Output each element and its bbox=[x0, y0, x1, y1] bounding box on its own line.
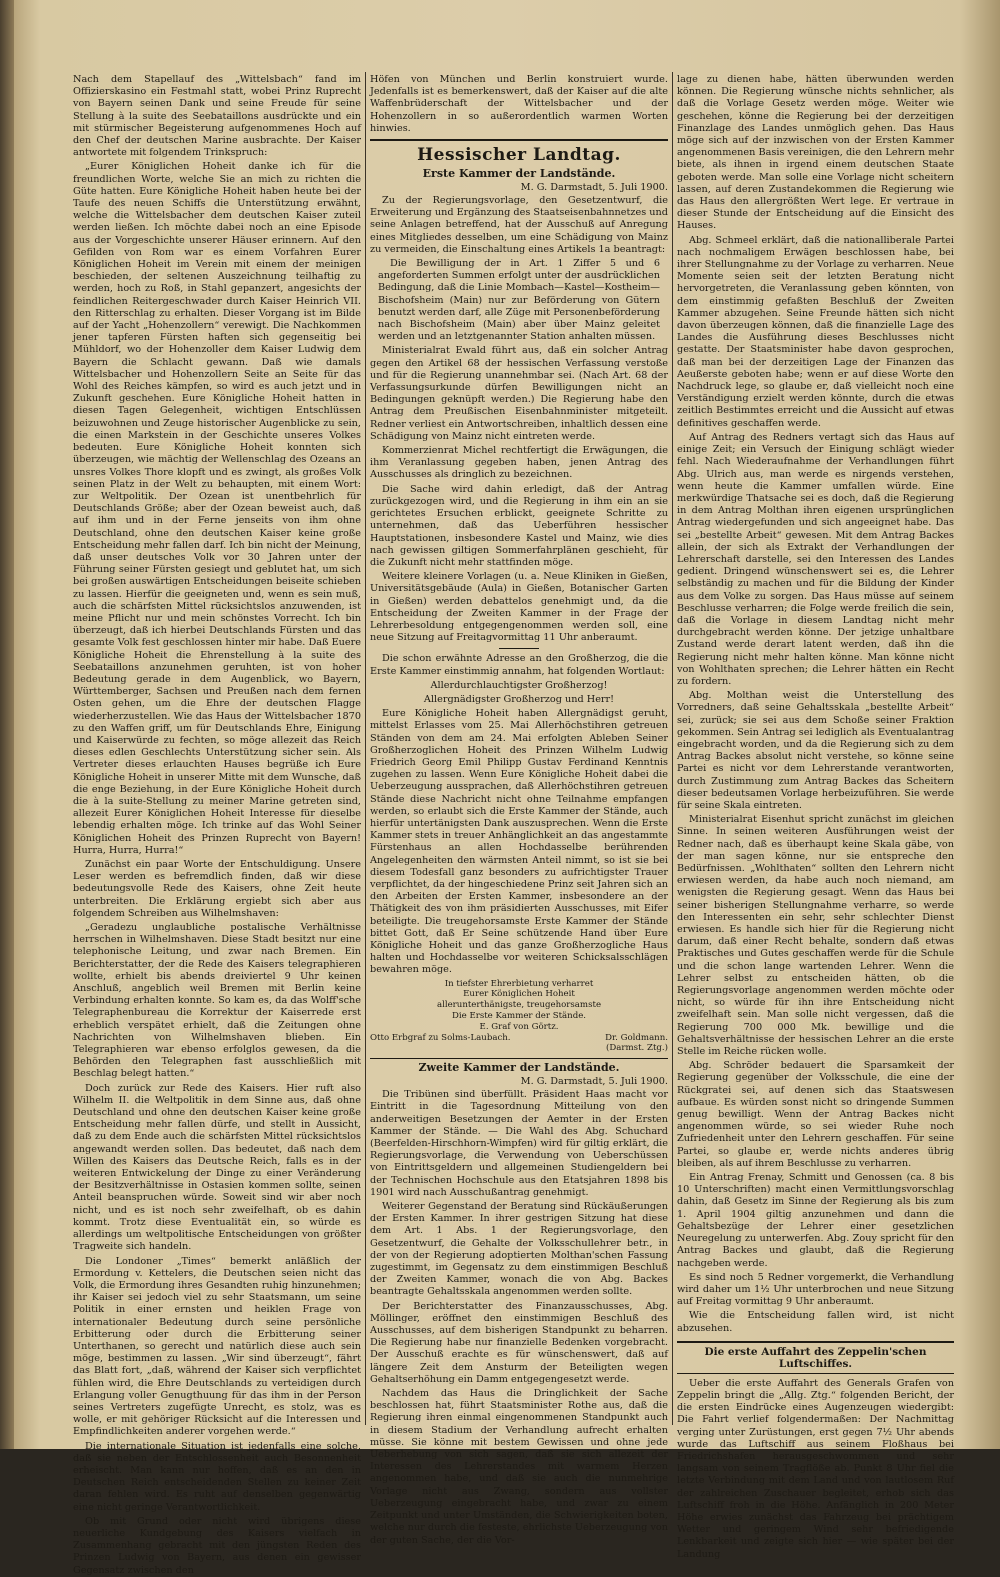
dateline: M. G. Darmstadt, 5. Juli 1900. bbox=[520, 182, 668, 194]
section-rule bbox=[370, 139, 668, 141]
paragraph: lage zu dienen habe, hätten überwunden werden können. Die Regierung wünsche nichts sehnlicher, als daß die Vorlage Gesetz werden möge. Weiter wie geschehen, könne die Regierung bei der derzeitigen Finanzlage des Landes unmöglich gehen. Das Haus möge sich auf der inzwischen von der Ersten Kammer angenommenen Basis vereinigen, die den Lehrern mehr biete, als ihnen in irgend einem deutschen Staate geboten werde. Man solle eine Vorlage nicht scheitern lassen, auf deren Zustandekommen die Regierung wie das Haus den allergrößten Wert lege. Er vertraue in dieser Stunde der Entscheidung auf die Einsicht des Hauses. bbox=[677, 74, 954, 232]
paragraph: Die internationale Situation ist jedenfalls eine solche, daß sie neben der Entschlossenheit auch Besonnenheit erheischt. Man kann nur hoffen, daß es an den in Deutschen Reich entscheidenden Stellen zu keiner Zeit daran fehlen wird. Es ruht auf denselben gegenwärtig eine nicht geringe Verantwortlichkeit. bbox=[73, 1440, 361, 1513]
column-3 bbox=[677, 74, 954, 1560]
paragraph: Ministerialrat Ewald führt aus, daß ein solcher Antrag gegen den Artikel 68 der hessischen Verfassung verstoße und für die Regierung unannehmbar sei. (Nach Art. 68 der Verfassungsurkunde dürfen Bewilligungen nicht an Bedingungen geknüpft werden.) Die Regierung habe den Antrag dem Preußischen Eisenbahnminister mitgeteilt. Redner verliest ein Antwortschreiben, inhaltlich dessen eine Schädigung von Mainz nicht eintreten werde. bbox=[370, 345, 668, 442]
paragraph: Ein Antrag Frenay, Schmitt und Genossen (ca. 8 bis 10 Unterschriften) macht einen Vermittlungsvorschlag dahin, daß Gesetz im Sinne der Regierung als bis zum 1. April 1904 giltig anzunehmen und dann die Gehaltsbezüge der Lehrer einer gesetzlichen Neuregelung zu unterwerfen. Abg. Zouy spricht für den Antrag Backes und glaubt, daß die Regierung nachgeben werde. bbox=[677, 1172, 954, 1269]
paragraph: Abg. Schmeel erklärt, daß die nationalliberale Partei nach nochmaligem Erwägen beschlossen habe, bei ihrer Stellungnahme zu der Vorlage zu verharren. Neue Momente seien seit der letzten Beratung nicht hervorgetreten, die Veranlassung geben könnten, von dem einstimmig gefaßten Beschluß der Zweiten Kammer abzugehen. Seine Freunde hätten sich nicht davon überzeugen können, daß die finanzielle Lage des Landes die Ausführung dieses Beschlusses nicht gestatte. Der Staatsminister habe davon gesprochen, daß man bei der derzeitigen Lage der Finanzen das Aeußerste geboten habe; wenn er auf diese Worte den Nachdruck lege, so glaube er, daß vielleicht noch eine Verständigung erzielt werden könnte, durch die etwas zeitlich Bestimmtes erreicht und die Aussicht auf etwas definitives geschaffen werde. bbox=[677, 234, 954, 429]
column-divider bbox=[365, 72, 366, 1425]
paragraph: Weiterer Gegenstand der Beratung sind Rückäußerungen der Ersten Kammer. In ihrer gestrigen Sitzung hat diese dem Art. 1 Abs. 1 der Regierungsvorlage, den Gesetzentwurf, die Gehalte der Volksschullehrer betr., in der von der Regierung adoptierten Molthan'schen Fassung zugestimmt, im Gegensatz zu dem einstimmigen Beschluß der Zweiten Kammer, wonach die von Abg. Backes beantragte Gehaltsskala angenommen werden sollte. bbox=[370, 1201, 668, 1298]
separator bbox=[499, 648, 539, 649]
paragraph: „Eurer Königlichen Hoheit danke ich für die freundlichen Worte, welche Sie an mich zu richten die Güte hatten. Eure Königliche Hoheit haben heute bei der Taufe des neuen Schiffs die Unterstützung erwähnt, welche die Wittelsbacher dem deutschen Kaiser zuteil werden ließen. Ich möchte dabei noch an eine Episode aus der Vorgeschichte unserer Häuser erinnern. Auf den Gefilden von Rom war es einem Vorfahren Eurer Königlichen Hoheit im Verein mit einem der meinigen beschieden, der seltenen Auszeichnung teilhaftig zu werden, hoch zu Roß, in Stahl gepanzert, angesichts der feindlichen Reitergeschwader durch Kaiser Heinrich VII. den Ritterschlag zu erhalten. Dieser Vorgang ist im Bilde auf der Yacht „Hohenzollern“ verewigt. Die Nachkommen jener tapferen Fürsten haften sich gegenseitig bei Mühldorf, wo der Hohenzoller dem Kaiser Ludwig dem Bayern die Schlacht gewann. Daß wie damals Wittelsbacher und Hohenzollern Seite an Seite für das Wohl des Reiches kämpfen, so wird es auch jetzt und in Zukunft geschehen. Eure Königliche Hoheit hatten in diesen Tagen Gelegenheit, wichtigen Entschlüssen beizuwohnen und Zeuge historischer Augenblicke zu sein, die einen Markstein in der Geschichte unseres Volkes bedeuten. Eure Königliche Hoheit konnten sich überzeugen, wie mächtig der Wellenschlag des Ozeans an unsres Volkes Thore klopft und es zwingt, als großes Volk seinen Platz in der Welt zu behaupten, mit einem Wort: zur Weltpolitik. Der Ozean ist unentbehrlich für Deutschlands Größe; aber der Ozean beweist auch, daß auf ihm und in der Ferne jenseits von ihm ohne Deutschland, ohne den deutschen Kaiser keine große Entscheidung mehr fallen darf. Ich bin nicht der Meinung, daß unser deutsches Volk vor 30 Jahren unter der Führung seiner Fürsten gesiegt und geblutet hat, um sich bei großen auswärtigen Entscheidungen beiseite schieben zu lassen. Hierfür die geeigneten und, wenn es sein muß, auch die schärfsten Mittel rücksichtslos anzuwenden, ist meine Pflicht nur und mein schönstes Vorrecht. Ich bin überzeugt, daß ich hierbei Deutschlands Fürsten und das gesamte Volk fest geschlossen hinter mir habe. Daß Euere Königliche Hoheit die Ehrenstellung à la suite des Seebataillons anzunehmen geruhten, ist von hoher Bedeutung gerade in dem Augenblick, wo Bayern, Württemberger, Sachsen und Preußen nach dem fernen Osten gehen, um die Ehre der deutschen Flagge wiederherzustellen. Wie das Haus der Wittelsbacher 1870 zu den Waffen griff, um für Deutschlands Ehre, Einigung und Kaiserwürde zu fechten, so möge allezeit das Reich dieses edlen Geschlechts Unterstützung sicher sein. Als Vertreter dieses erlauchten Hauses begrüße ich Eure Königliche Hoheit in unserer Mitte mit dem Wunsche, daß die enge Beziehung, in der Eure Königliche Hoheit durch die à la suite-Stellung zu meiner Marine getreten sind, allezeit Eurer Königlichen Hoheit Interesse für dieselbe lebendig erhalten möge. Ich trinke auf das Wohl Seiner Königlichen Hoheit des Prinzen Ruprecht von Bayern! Hurra, Hurra, Hurra!“ bbox=[73, 161, 362, 856]
first-chamber-title: Erste Kammer der Landstände. bbox=[422, 167, 616, 181]
dateline: M. G. Darmstadt, 5. Juli 1900. bbox=[520, 1076, 668, 1088]
paragraph: Auf Antrag des Redners vertagt sich das Haus auf einige Zeit; ein Versuch der Einigung schlägt wieder fehl. Nach Wiederaufnahme der Verhandlungen führt Abg. Ulrich aus, man werde es nirgends verstehen, wenn heute die Kammer umfallen würde. Eine merkwürdige Thatsache sei es doch, daß die Regierung in dem Antrag Molthan ihren eigenen ursprünglichen Antrag wiedergefunden und sich angeeignet habe. Das sei „bestellte Arbeit“ gewesen. Mit dem Antrag Backes allein, der sich als Extrakt der Verhandlungen der Lehrerschaft darstelle, sei den Interessen des Landes gedient. Dringend wünschenswert sei es, die Lehrer selbständig zu machen und für die Bildung der Kinder aus dem Volke zu sorgen. Das Haus müsse auf seinem Beschlusse verharren; die Folge werde freilich die sein, daß die Vorlage in diesem Landtag nicht mehr durchgebracht werden könne. Der jetzige unhaltbare Zustand werde derart latent werden, daß ihn die Regierung nicht mehr halten könne. Man könne nicht von Wohlthaten sprechen; die Lehrer hätten ein Recht zu fordern. bbox=[677, 431, 954, 687]
paragraph: Ministerialrat Eisenhut spricht zunächst im gleichen Sinne. In seinen weiteren Ausführungen weist der Redner nach, daß es überhaupt keine Skala gäbe, von der man sagen könne, nur sie entspreche den Bedürfnissen. „Wohlthaten“ sollten den Lehrern nicht erwiesen werden, da habe auch noch niemand, am wenigsten die Regierung gesagt. Wenn das Haus bei seiner bisherigen Stellungnahme verharre, so werde den Interessenten ein sehr, sehr schlechter Dienst erwiesen. Es handle sich hier für die Regierung nicht darum, daß einer Recht behalte, sondern daß etwas Praktisches und Gutes geschaffen werde für die Schule und die schon lange wartenden Lehrer. Wenn die Lehrer selbst zu entscheiden hätten, ob die Regierungsvorlage angenommen werden möchte oder nicht, so würde für ihn ihre Entscheidung nicht zweifelhaft sein. Man solle nicht vergessen, daß die Regierung 700 000 Mk. bewillige und die Gehaltsverhältnisse der hessischen Lehrer an die erste Stelle im Reiche rücken wolle. bbox=[677, 814, 954, 1058]
paragraph: Es sind noch 5 Redner vorgemerkt, die Verhandlung wird daher um 1½ Uhr unterbrochen und neue Sitzung auf Freitag vormittag 9 Uhr anberaumt. bbox=[677, 1271, 954, 1308]
paragraph: Die Tribünen sind überfüllt. Präsident Haas macht vor Eintritt in die Tagesordnung Mitteilung von den anderweitigen Besetzungen der Aemter in der Ersten Kammer der Stände. — Die Wahl des Abg. Schuchard (Beerfelden-Hirschhorn-Wimpfen) wird für giltig erklärt, die Regierungsvorlage, die Verwendung von Ueberschüssen von Eintrittsgeldern und allgemeinen Studiengeldern bei der Technischen Hochschule aus den Etatsjahren 1898 bis 1901 wird nach Ausschußantrag genehmigt. bbox=[370, 1089, 668, 1198]
paragraph: Abg. Schröder bedauert die Sparsamkeit der Regierung gegenüber der Volksschule, die eine der Rückgratei sei, auf denen sich das Staatswesen aufbaue. Es würden sonst nicht so dringende Summen genug bewilligt. Wenn der Antrag Backes nicht angenommen würde, so sei wieder Ruhe noch Zufriedenheit unter den Lehrern geschaffen. Für seine Partei, so glaube er, werde nichts anderes übrig bleiben, als auf ihrem Beschlusse zu verharren. bbox=[677, 1060, 954, 1169]
signature-row bbox=[370, 1033, 668, 1044]
paragraph: Ueber die erste Auffahrt des Generals Grafen von Zeppelin bringt die „Allg. Ztg.“ folgenden Bericht, der die ersten Eindrücke eines Augenzeugen wiedergibt: Die Fahrt verlief folgendermaßen: Der Nachmittag verging unter Zurüstungen, erst gegen 7½ Uhr abends wurde das Luftschiff aus seinem Floßhaus bei Friedrichshafen herausgeschwommen und sehr langsam von seinem Tragflöße ab. Punkt 8 Uhr fiel die letzte Verbindung mit dem Land und von lautlosem Ruf der zahlreichen Zuschauer begleitet, erhob sich das Luftschiff froh in die Höhe. Anfänglich in 200 Meter Höhe erwies zunächst das Fahrzeug bei prächtigem Wetter und geringem Wind sehr befriedigende Lenkbarkeit und zeigte sich hier — wie später bei der Landung bbox=[677, 1377, 954, 1560]
paragraph: Nachdem das Haus die Dringlichkeit der Sache beschlossen hat, führt Staatsminister Rothe aus, daß die Regierung ihren einmal eingenommenen Standpunkt auch in diesem Stadium der Verhandlung aufrecht erhalten müsse. Sie könne mit bestem Gewissen und ohne jede Ueberhebung von sich sagen, daß sie sich allezeit der Interessen des Lehrerstandes mit warmem Herzen angenommen habe, und daß sie auch die nunmehrige Vorlage nicht aus Zwang, sondern aus vollster Ueberzeugung eingebracht habe, und zwar zu einem Zeitpunkt und unter Umständen, die Schwierigkeiten boten, welche nur durch die festeste, ehrlichste Ueberzeugung von der guten Sache, der die Vor- bbox=[370, 1388, 668, 1546]
paragraph: „Geradezu unglaubliche postalische Verhältnisse herrschen in Wilhelmshaven. Diese Stadt besitzt nur eine telephonische Leitung, und zwar nach Bremen. Ein Berichterstatter, der die Rede des Kaisers telegraphieren wollte, erhielt bis abends dreiviertel 9 Uhr keinen Anschluß, angeblich weil Bremen mit Berlin keine Verbindung erhalten konnte. So kam es, da das Wolff'sche Telegraphenbureau die Korrektur der Kaiserrede erst erheblich verspätet erhielt, daß die Zeitungen ohne Nachrichten von Wilhelmshaven blieben. Ein Telegraphieren war ebenso erfolglos gewesen, da die Behörden den Telegraphen fast ausschließlich mit Beschlag belegt hatten.“ bbox=[73, 922, 361, 1080]
address-heading: Allergnädigster Großherzog und Herr! bbox=[423, 693, 615, 705]
closing-line: Die Erste Kammer der Stände. bbox=[451, 1011, 587, 1021]
paragraph: Weitere kleinere Vorlagen (u. a. Neue Kliniken in Gießen, Universitätsgebäude (Aula) in Gießen, Botanischer Garten in Gießen) werden debattelos genehmigt und, da die Entscheidung der Zweiten Kammer in der Frage der Lehrerbesoldung entgegengenommen werden soll, eine neue Sitzung auf Freitagvormittag 11 Uhr anberaumt. bbox=[370, 571, 668, 644]
paragraph: Abg. Molthan weist die Unterstellung des Vorredners, daß seine Gehaltsskala „bestellte Arbeit“ sei, zurück; sie sei aus dem Schoße seiner Fraktion gekommen. Sein Antrag sei lediglich als Eventualantrag eingebracht worden, und da die Regierung sich zu dem Antrag Backes absolut nicht verstehe, so könne seine Partei es nicht vor dem Lehrerstande verantworten, durch Zustimmung zum Antrag Backes das Scheitern dieser bedeutsamen Vorlage herbeizuführen. Sie werde für seine Skala eintreten. bbox=[677, 690, 954, 811]
paragraph: Höfen von München und Berlin konstruiert wurde. Jedenfalls ist es bemerkenswert, daß der Kaiser auf die alte Waffenbrüderschaft der Wittelsbacher und der Hohenzollern in so außerordentlich warmen Worten hinwies. bbox=[370, 74, 668, 134]
zeppelin-article-title: Die erste Auffahrt des Zeppelin'schen Luftschiffes. bbox=[677, 1341, 954, 1374]
address-heading: Allerdurchlauchtigster Großherzog! bbox=[430, 679, 608, 691]
column-divider bbox=[672, 72, 673, 1425]
paragraph: Doch zurück zur Rede des Kaisers. Hier ruft also Wilhelm II. die Weltpolitik in dem Sinne aus, daß ohne Deutschland und ohne den deutschen Kaiser keine große Entscheidung mehr fallen dürfe, und stellt in Aussicht, daß zu dem Ende auch die schärfsten Mittel rücksichtslos angewandt werden sollen. Das bedeutet, daß nach dem Willen des Kaisers das Deutsche Reich, falls es in der weiteren Entwickelung der Dinge zu einer Veränderung der Besitzverhältnisse in Ostasien kommen sollte, seinen Anteil beanspruchen würde. Soweit sind wir aber noch nicht, und es ist noch sehr zweifelhaft, ob es dahin kommt. Trotz diese Eventualität ein, so würde es allerdings um weltpolitische Entscheidungen von größter Tragweite sich handeln. bbox=[73, 1082, 361, 1253]
second-chamber-title: Zweite Kammer der Landstände. bbox=[418, 1061, 620, 1075]
signer-right: Dr. Goldmann. bbox=[605, 1032, 668, 1043]
column-2 bbox=[370, 74, 668, 1546]
paragraph: Wie die Entscheidung fallen wird, ist nicht abzusehen. bbox=[677, 1310, 954, 1334]
column-1 bbox=[73, 74, 362, 1576]
paragraph: Kommerzienrat Michel rechtfertigt die Erwägungen, die ihm Veranlassung gegeben haben, jenen Antrag des Ausschusses als dringlich zu bezeichnen. bbox=[370, 445, 668, 481]
paragraph: Die schon erwähnte Adresse an den Großherzog, die die Erste Kammer einstimmig annahm, hat folgenden Wortlaut: bbox=[370, 653, 668, 677]
binding-gutter bbox=[0, 0, 14, 1449]
signer-left: Otto Erbgraf zu Solms-Laubach. bbox=[370, 1032, 511, 1043]
quoted-motion: Die Bewilligung der in Art. 1 Ziffer 5 und 6 angeforderten Summen erfolgt unter der ausdrücklichen Bedingung, daß die Linie Mombach—Kastel—Kostheim—Bischofsheim (Main) nur zur Beförderung von Gütern benutzt werden darf, alle Züge mit Personenbeförderung nach Bischofsheim (Main) aber über Mainz geleitet werden und an letztgenannter Station anhalten müssen. bbox=[378, 258, 660, 343]
source: (Darmst. Ztg.) bbox=[606, 1043, 668, 1054]
address-signature bbox=[370, 979, 668, 1055]
section-title: Hessischer Landtag. bbox=[417, 145, 621, 166]
signer: E. Graf von Görtz. bbox=[479, 1021, 559, 1032]
closing-line: Eurer Königlichen Hoheit bbox=[463, 989, 575, 1000]
paragraph: Der Berichterstatter des Finanzausschusses, Abg. Möllinger, eröffnet den einstimmigen Beschluß des Ausschusses, auf dem bisherigen Standpunkt zu beharren. Die Regierung habe nur finanzielle Bedenken vorgebracht. Der Ausschuß erachte es für wünschenswert, daß auf längere Zeit dem Ansturm der Beteiligten wegen Gehaltserhöhung ein Damm entgegengesetzt werde. bbox=[370, 1300, 668, 1385]
closing-line: allerunterthänigste, treugehorsamste bbox=[436, 1000, 602, 1011]
paragraph: Zunächst ein paar Worte der Entschuldigung. Unsere Leser werden es befremdlich finden, daß wir diese bedeutungsvolle Rede des Kaisers, ohne Zeit heute unterbreiten. Die Erklärung ergiebt sich aber aus folgendem Schreiben aus Wilhelmshaven: bbox=[73, 859, 361, 919]
paragraph: Ob mit Grund oder nicht wird übrigens diese neuerliche Kundgebung des Kaisers vielfach in Zusammenhang gebracht mit den jüngsten Reden des Prinzen Ludwig von Bayern, aus denen ein gewisser Gegensatz zwischen den bbox=[73, 1515, 361, 1576]
closing-line: In tiefster Ehrerbietung verharret bbox=[444, 978, 594, 989]
section-rule bbox=[370, 1058, 668, 1059]
address-body: Eure Königliche Hoheit haben Allergnädigst geruht, mittelst Erlasses vom 25. Mai Allerhöchstihren getreuen Ständen von dem am 24. Mai erfolgten Ableben Seiner Großherzoglichen Hoheit des Prinzen Wilhelm Ludwig Friedrich Georg Emil Philipp Gustav Ferdinand Kenntnis zugehen zu lassen. Wenn Eure Königliche Hoheit dabei die Ueberzeugung aussprachen, daß Allerhöchstihren getreuen Stände diese Nachricht nicht ohne Teilnahme empfangen werden, so erlaubt sich die Erste Kammer der Stände, auch hierfür untertänigsten Dank auszusprechen. Wenn die Erste Kammer stets in treuer Anhänglichkeit an das angestammte Fürstenhaus an allen Hochdasselbe berührenden Angelegenheiten den wärmsten Anteil nimmt, so ist sie bei diesem Todesfall ganz besonders zu aufrichtigster Trauer verpflichtet, da der hingeschiedene Prinz seit Jahren sich an den Arbeiten der Ersten Kammer, insbesondere an der Thätigkeit des von ihm präsidierten Ausschusses, mit Eifer beteiligte. Die treugehorsamste Erste Kammer der Stände bittet Gott, daß Er Seine schützende Hand über Eure Königliche Hoheit und das ganze Großherzogliche Haus halten und Hochdasselbe vor weiteren Schicksalsschlägen bewahren möge. bbox=[370, 708, 668, 976]
paragraph: Nach dem Stapellauf des „Wittelsbach“ fand im Offizierskasino ein Festmahl statt, wobei Prinz Ruprecht von Bayern seinen Dank und seine Freude für seine Stellung à la suite des Seebataillons ausdrückte und ein mit stürmischer Begeisterung aufgenommenes Hoch auf den Chef der deutschen Marine ausbrachte. Der Kaiser antwortete mit folgendem Trinkspruch: bbox=[73, 74, 361, 159]
paragraph: Die Sache wird dahin erledigt, daß der Antrag zurückgezogen wird, und die Regierung in ihm ein an sie gerichtetes Ersuchen erblickt, geeignete Schritte zu unternehmen, daß das Ueberführen hessischer Hauptstationen, insbesondere Kastel und Mainz, wie dies nach gewissen giltigen Sommerfahrplänen geschieht, für die Zukunft nicht mehr stattfinden möge. bbox=[370, 483, 668, 568]
paragraph: Zu der Regierungsvorlage, den Gesetzentwurf, die Erweiterung und Ergänzung des Staatseisenbahnnetzes und seine Anlagen betreffend, hat der Ausschuß auf Anregung eines Mitgliedes desselben, um eine Schädigung von Mainz zu vermeiden, die Einschaltung eines Artikels 1a beantragt: bbox=[370, 195, 668, 255]
paragraph: Die Londoner „Times“ bemerkt anläßlich der Ermordung v. Kettelers, die Deutschen seien nicht das Volk, die Ermordung ihres Gesandten ruhig hinzunehmen; ihr Kaiser sei jedoch viel zu sehr Staatsmann, um seine Politik in einer ernsten und heiklen Frage von internationaler Bedeutung durch seine persönliche Erbitterung oder durch die Erbitterung seiner Unterthanen, so gerecht und natürlich diese auch sein möge, bestimmen zu lassen. „Wir sind überzeugt“, fährt das Blatt fort, „daß, während der Kaiser sich verpflichtet fühlen wird, die Ehre Deutschlands zu verteidigen durch Erlangung voller Genugthuung für das ihm in der Person seines Vertreters zugefügte Unrecht, es stolz, was es wolle, er mit gehöriger Rücksicht auf die Interessen und Empfindlichkeiten anderer vorgehen werde.“ bbox=[73, 1255, 361, 1438]
